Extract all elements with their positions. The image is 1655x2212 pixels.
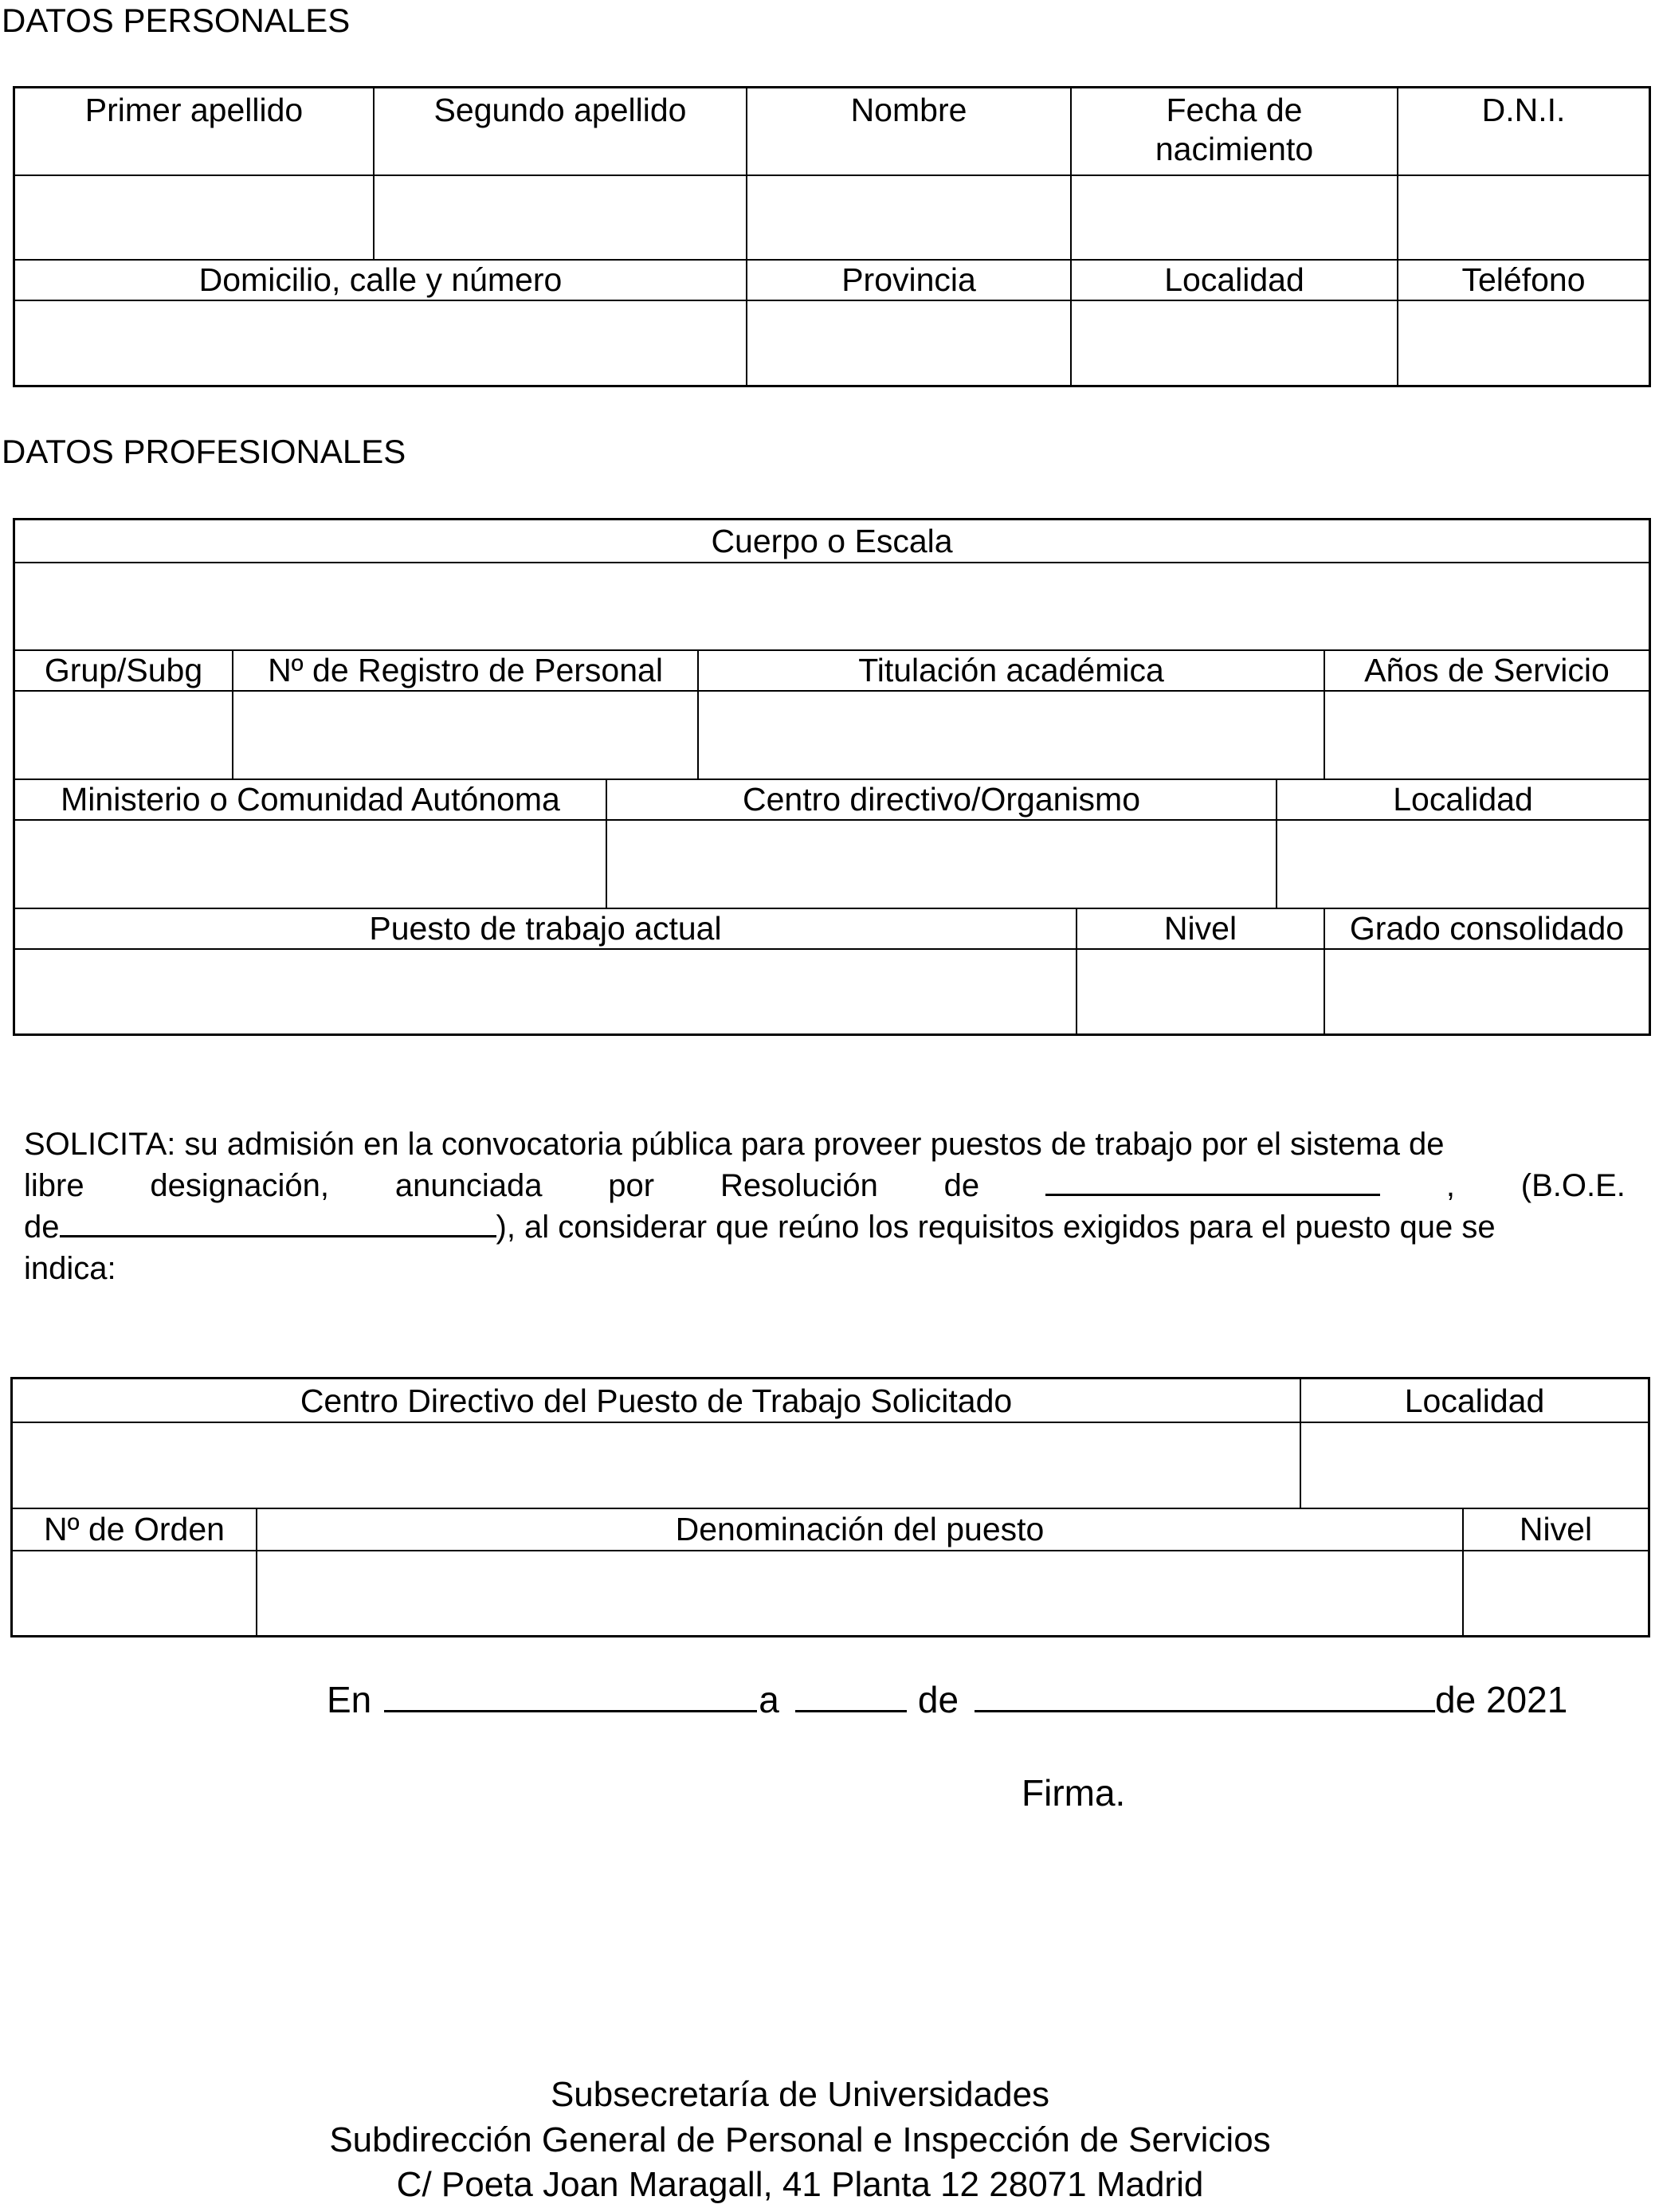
grupo-field[interactable] xyxy=(15,692,232,779)
place-blank[interactable] xyxy=(384,1680,757,1712)
provincia-field[interactable] xyxy=(747,301,1070,385)
nivel-field[interactable] xyxy=(1077,950,1324,1033)
footer-line-3: C/ Poeta Joan Maragall, 41 Planta 12 28071 Madrid xyxy=(396,2165,1204,2204)
solicita-line-4 xyxy=(24,1248,1626,1289)
label-puesto-actual: Puesto de trabajo actual xyxy=(369,910,722,947)
date-a-label: a xyxy=(759,1679,779,1720)
puesto-actual-field[interactable] xyxy=(15,950,1076,1033)
label-domicilio: Domicilio, calle y número xyxy=(198,261,563,298)
denominacion-field[interactable] xyxy=(257,1551,1462,1635)
numero-orden-field[interactable] xyxy=(13,1551,256,1635)
professional-data-heading: DATOS PROFESIONALES xyxy=(2,433,406,470)
anos-servicio-field[interactable] xyxy=(1325,692,1649,779)
label-numero-orden: Nº de Orden xyxy=(44,1511,225,1547)
label-ministerio: Ministerio o Comunidad Autónoma xyxy=(61,781,560,818)
telefono-field[interactable] xyxy=(1398,301,1649,385)
word: de xyxy=(943,1168,980,1203)
solicita-text-3: ), al considerar que reúno los requisitos exigidos para el puesto que se xyxy=(496,1210,1496,1245)
dni-field[interactable] xyxy=(1398,176,1649,259)
date-line xyxy=(327,1678,1567,1721)
solicita-line-1 xyxy=(24,1124,1626,1165)
localidad-profesional-field[interactable] xyxy=(1277,821,1649,908)
titulacion-field[interactable] xyxy=(699,692,1324,779)
label-localidad-solicitada: Localidad xyxy=(1404,1382,1545,1419)
word: de xyxy=(24,1210,60,1245)
ministerio-field[interactable] xyxy=(15,821,606,908)
label-denominacion: Denominación del puesto xyxy=(675,1511,1045,1547)
label-nivel-solicitado: Nivel xyxy=(1519,1511,1593,1547)
word: por xyxy=(608,1168,655,1203)
label-centro-directivo: Centro directivo/Organismo xyxy=(742,781,1141,818)
footer-line-1: Subsecretaría de Universidades xyxy=(550,2075,1050,2114)
label-anos-servicio: Años de Servicio xyxy=(1364,652,1610,688)
solicita-line-2 xyxy=(24,1165,1626,1206)
label-registro-personal: Nº de Registro de Personal xyxy=(268,652,663,688)
date-en-label: En xyxy=(327,1679,372,1720)
solicita-text-1: SOLICITA: su admisión en la convocatoria pública para proveer puestos de trabajo por el sistema de xyxy=(24,1127,1445,1162)
label-fecha-nacimiento xyxy=(1072,91,1397,169)
centro-solicitado-field[interactable] xyxy=(13,1423,1300,1508)
solicita-text-4: indica: xyxy=(24,1251,116,1286)
word: (B.O.E. xyxy=(1520,1168,1626,1203)
label-titulacion: Titulación académica xyxy=(858,652,1164,688)
day-blank[interactable] xyxy=(795,1680,907,1712)
label-telefono: Teléfono xyxy=(1461,261,1586,298)
word: anunciada xyxy=(394,1168,543,1203)
solicita-paragraph xyxy=(24,1124,1626,1289)
primer-apellido-field[interactable] xyxy=(15,176,373,259)
row-divider xyxy=(13,1508,1648,1509)
firma-label: Firma. xyxy=(1022,1772,1126,1814)
label-localidad-profesional: Localidad xyxy=(1393,781,1533,818)
localidad-field[interactable] xyxy=(1072,301,1397,385)
boe-date-blank[interactable] xyxy=(60,1206,496,1237)
professional-data-table xyxy=(13,518,1651,1036)
label-grado-consolidado: Grado consolidado xyxy=(1349,910,1625,947)
fecha-nacimiento-field[interactable] xyxy=(1072,176,1397,259)
footer-line-2: Subdirección General de Personal e Inspección de Servicios xyxy=(329,2120,1271,2159)
personal-data-table xyxy=(13,86,1651,387)
requested-position-table xyxy=(10,1377,1650,1637)
cuerpo-escala-field[interactable] xyxy=(15,563,1649,649)
label-dni: D.N.I. xyxy=(1481,92,1566,128)
localidad-solicitada-field[interactable] xyxy=(1301,1423,1648,1508)
label-fecha-line2: nacimiento xyxy=(1155,131,1314,168)
label-localidad: Localidad xyxy=(1164,261,1304,298)
word: designación, xyxy=(150,1168,330,1203)
segundo-apellido-field[interactable] xyxy=(375,176,746,259)
label-nombre: Nombre xyxy=(850,92,967,128)
label-grupo: Grup/Subg xyxy=(44,652,203,688)
word: libre xyxy=(24,1168,84,1203)
label-primer-apellido: Primer apellido xyxy=(84,92,304,128)
word: Resolución xyxy=(720,1168,878,1203)
date-year-label: de 2021 xyxy=(1435,1679,1568,1720)
label-centro-solicitado: Centro Directivo del Puesto de Trabajo Solicitado xyxy=(300,1382,1013,1419)
label-segundo-apellido: Segundo apellido xyxy=(433,92,687,128)
label-provincia: Provincia xyxy=(841,261,976,298)
date-de-label: de xyxy=(917,1679,959,1720)
label-fecha-line1: Fecha de xyxy=(1166,92,1303,128)
label-cuerpo-escala: Cuerpo o Escala xyxy=(711,523,953,559)
domicilio-field[interactable] xyxy=(15,301,746,385)
solicita-line-3 xyxy=(24,1206,1626,1248)
month-blank[interactable] xyxy=(975,1680,1435,1712)
nivel-solicitado-field[interactable] xyxy=(1464,1551,1648,1635)
personal-data-heading: DATOS PERSONALES xyxy=(2,2,351,39)
centro-directivo-field[interactable] xyxy=(607,821,1276,908)
nombre-field[interactable] xyxy=(747,176,1070,259)
resolucion-date-blank[interactable] xyxy=(1045,1165,1380,1196)
separator: , xyxy=(1445,1168,1455,1203)
registro-personal-field[interactable] xyxy=(233,692,697,779)
label-nivel: Nivel xyxy=(1163,910,1237,947)
grado-consolidado-field[interactable] xyxy=(1325,950,1649,1033)
